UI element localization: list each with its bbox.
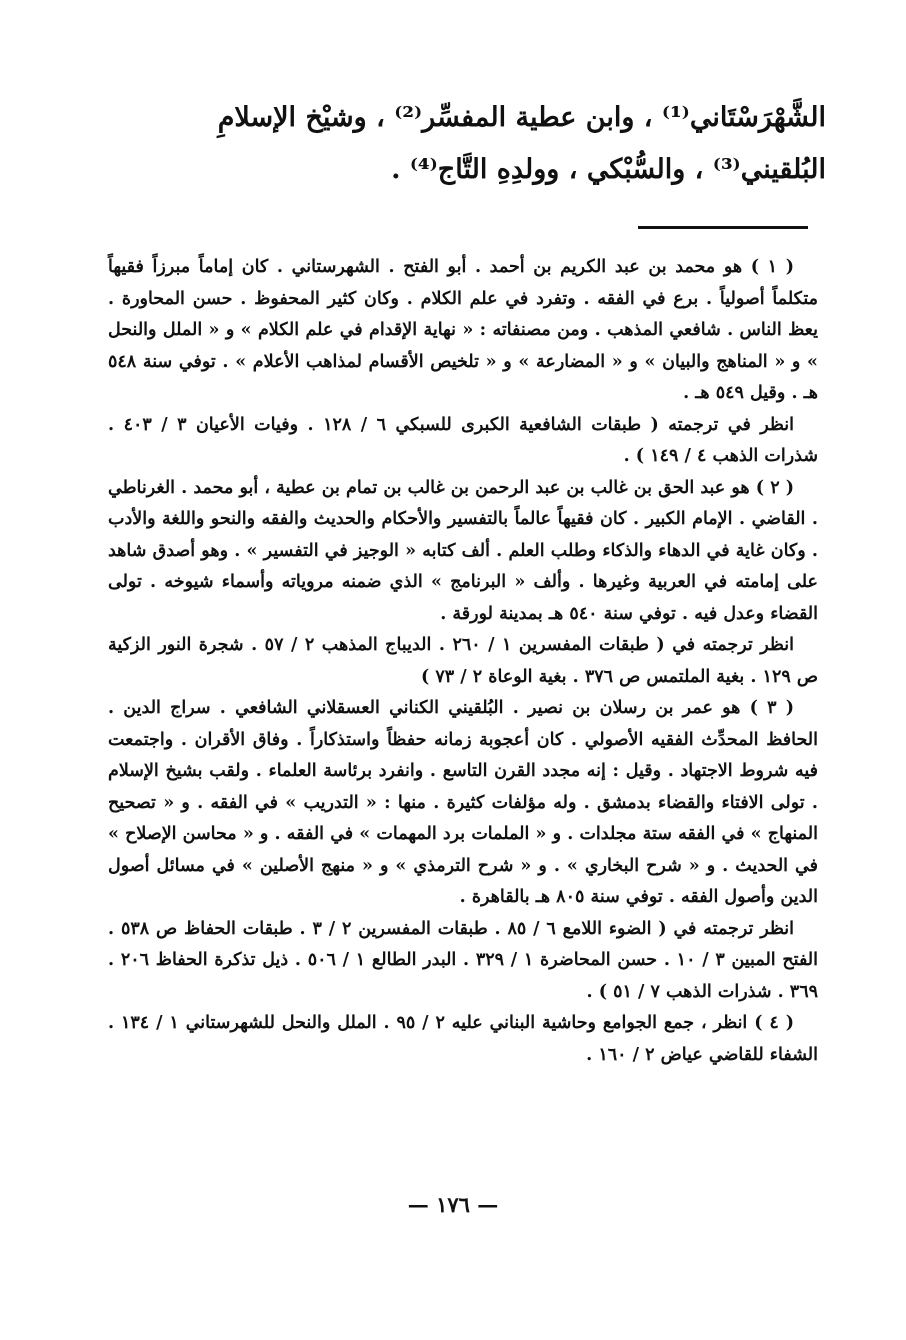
footnotes	[108, 252, 818, 1071]
main-text: الشَّهْرَسْتَاني⁽¹⁾ ، وابن عطية المفسِّر⁽²⁾ ، وشيْخ الإسلامِ البُلقيني⁽³⁾ ، والسُّبْكي ، وولدِهِ التَّاج⁽⁴⁾ .	[217, 102, 826, 185]
footnote-separator	[638, 226, 808, 229]
footnote-4: ( ٤ ) انظر ، جمع الجوامع وحاشية البناني عليه ٢ / ٩٥ . الملل والنحل للشهرستاني ١ / ١٣٤ . الشفاء للقاضي عياض ٢ / ١٦٠ .	[108, 1013, 818, 1065]
footnote-3-sources: انظر ترجمته في ( الضوء اللامع ٦ / ٨٥ . طبقات المفسرين ٢ / ٣ . طبقات الحفاظ ص ٥٣٨ . الفتح المبين ٣ / ١٠ . حسن المحاضرة ١ / ٣٢٩ . البدر الطالع ١ / ٥٠٦ . ذيل تذكرة الحفاظ ٢٠٦ . ٣٦٩ . شذرات الذهب ٧ / ٥١ ) .	[108, 918, 819, 1002]
page-number: — ١٧٦ —	[407, 1192, 499, 1217]
footnote-2-sources: انظر ترجمته في ( طبقات المفسرين ١ / ٢٦٠ . الديباج المذهب ٢ / ٥٧ . شجرة النور الزكية ص ١٢٩ . بغية الملتمس ص ٣٧٦ . بغية الوعاة ٢ / ٧٣ )	[108, 635, 818, 687]
footnote-1: ( ١ ) هو محمد بن عبد الكريم بن أحمد . أبو الفتح . الشهرستاني . كان إماماً مبرزاً فقيهاً متكلماً أصولياً . برع في الفقه . وتفرد في علم الكلام . وكان كثير المحفوظ . حسن المحاورة . يعظ الناس . شافعي المذهب . ومن مصنفاته : « نهاية الإقدام في علم الكلام » و « الملل والنحل » و « المناهج والبيان » و « المضارعة » و « تلخيص الأقسام لمذاهب الأعلام » . توفي سنة ٥٤٨ هـ . وقيل ٥٤٩ هـ .	[108, 257, 818, 403]
footnote-1-sources: انظر في ترجمته ( طبقات الشافعية الكبرى للسبكي ٦ / ١٢٨ . وفيات الأعيان ٣ / ٤٠٣ . شذرات الذهب ٤ / ١٤٩ ) .	[108, 414, 818, 466]
footnote-3: ( ٣ ) هو عمر بن رسلان بن نصير . البُلقيني الكناني العسقلاني الشافعي . سراج الدين . الحافظ المحدِّث الفقيه الأصولي . كان أعجوبة زمانه حفظاً واستذكاراً . وفاق الأقران . واجتمعت فيه شروط الاجتهاد . وقيل : إنه مجدد القرن التاسع . وانفرد برئاسة العلماء . ولقب بشيخ الإسلام . تولى الافتاء والقضاء بدمشق . وله مؤلفات كثيرة . منها : « التدريب » في الفقه . و « تصحيح المنهاج » في الفقه ستة مجلدات . و « الملمات برد المهمات » في الفقه . و « محاسن الإصلاح » في الحديث . و « شرح البخاري » . و « شرح الترمذي » و « منهج الأصلين » في مسائل أصول الدين وأصول الفقه . توفي سنة ٨٠٥ هـ بالقاهرة .	[108, 698, 818, 907]
footnote-2: ( ٢ ) هو عبد الحق بن غالب بن عبد الرحمن بن غالب بن تمام بن عطية ، أبو محمد . الغرناطي . القاضي . الإمام الكبير . كان فقيهاً عالماً بالتفسير والأحكام والحديث والفقه والنحو واللغة والأدب . وكان غاية في الدهاء والذكاء وطلب العلم . ألف كتابه « الوجيز في التفسير » . وهو أصدق شاهد على إمامته في العربية وغيرها . وألف « البرنامج » الذي ضمنه مروياته وأسماء شيوخه . تولى القضاء وعدل فيه . توفي سنة ٥٤٠ هـ بمدينة لورقة .	[108, 477, 818, 624]
